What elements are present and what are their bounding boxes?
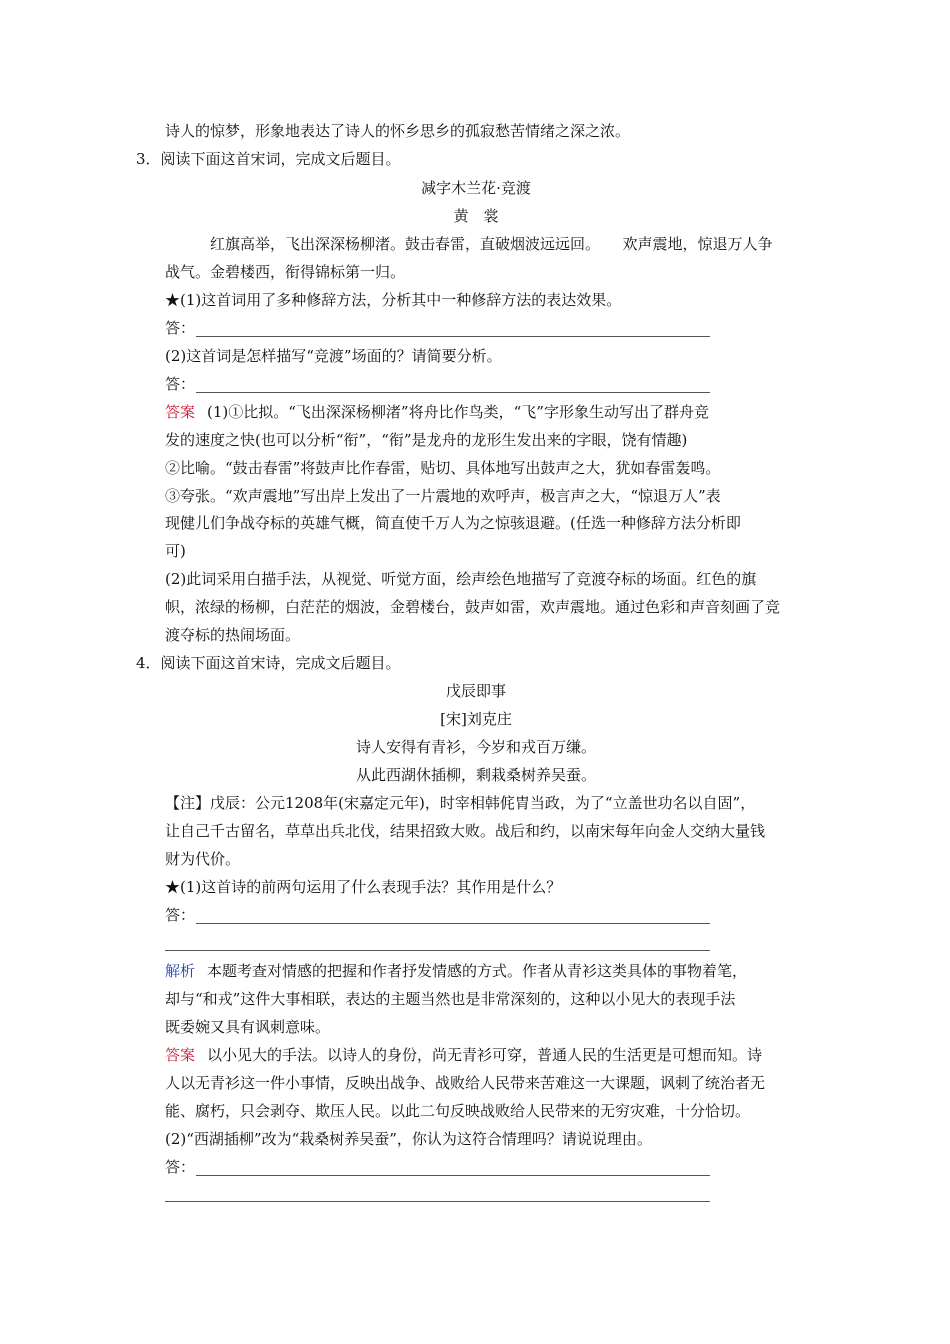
analysis-label: 解析	[165, 962, 196, 980]
q4-subquestion-1: ★(1)这首诗的前两句运用了什么表现手法？其作用是什么？	[165, 878, 562, 896]
q3-answer-line-2[interactable]	[196, 392, 710, 393]
q3-poem-line: 战气。金碧楼西，衔得锦标第一归。	[165, 263, 406, 281]
q3-poem-line: 红旗高举，飞出深深杨柳渚。鼓击春雷，直破烟波远远回。 欢声震地，惊退万人争	[210, 235, 773, 253]
q4-poem-line: 从此西湖休插柳，剩栽桑树养吴蚕。	[355, 766, 596, 784]
q4-poem-author: [宋]刘克庄	[440, 710, 512, 728]
q4-poem-line: 诗人安得有青衫，今岁和戎百万缣。	[355, 738, 596, 756]
q3-poem-title: 减字木兰花·竞渡	[421, 179, 531, 197]
q3-answer-text: ②比喻。“鼓击春雷”将鼓声比作春雷，贴切、具体地写出鼓声之大，犹如春雷轰鸣。	[165, 459, 721, 477]
q3-answer-text: 帜，浓绿的杨柳，白茫茫的烟波，金碧楼台，鼓声如雷，欢声震地。通过色彩和声音刻画了竞	[165, 598, 781, 616]
q4-answer-line-1b[interactable]	[165, 950, 710, 951]
q4-analysis-text: 却与“和戎”这件大事相联，表达的主题当然也是非常深刻的，这种以小见大的表现手法	[165, 990, 736, 1008]
q4-answer-line-2a[interactable]	[196, 1175, 710, 1176]
q4-stem: 4．阅读下面这首宋诗，完成文后题目。	[136, 654, 401, 672]
q3-subquestion-1: ★(1)这首词用了多种修辞方法，分析其中一种修辞方法的表达效果。	[165, 291, 622, 309]
q3-answer-block-line	[165, 401, 709, 423]
q3-answer-text: (2)此词采用白描手法，从视觉、听觉方面，绘声绘色地描写了竞渡夺标的场面。红色的旗	[165, 570, 757, 588]
q3-answer-prefix-2: 答：	[165, 375, 196, 393]
q4-note-text: 【注】戊辰：公元1208年(宋嘉定元年)，时宰相韩侂胄当政，为了“立盖世功名以自固”，	[165, 794, 756, 812]
q3-answer-text: 现健儿们争战夺标的英雄气概，简直使千万人为之惊骇退避。(任选一种修辞方法分析即	[165, 514, 741, 532]
q4-analysis-block-line	[165, 960, 747, 982]
q3-answer-text: 渡夺标的热闹场面。	[165, 626, 301, 644]
answer-label: 答案	[165, 403, 196, 421]
q3-answer-line-1[interactable]	[196, 336, 710, 337]
q3-subquestion-2: (2)这首词是怎样描写“竞渡”场面的？请简要分析。	[165, 347, 502, 365]
q3-answer-text: 可)	[165, 542, 186, 560]
q4-poem-title: 戊辰即事	[445, 682, 506, 700]
q4-answer-text: 人以无青衫这一件小事情，反映出战争、战败给人民带来苦难这一大课题，讽刺了统治者无	[165, 1074, 766, 1092]
q4-analysis-text: 既委婉又具有讽刺意味。	[165, 1018, 331, 1036]
q4-note-text: 让自己千古留名，草草出兵北伐，结果招致大败。战后和约，以南宋每年向金人交纳大量钱	[165, 822, 766, 840]
q4-subquestion-2: (2)“西湖插柳”改为“栽桑树养吴蚕”，你认为这符合情理吗？请说说理由。	[165, 1130, 652, 1148]
q4-analysis-text: 本题考查对情感的把握和作者抒发情感的方式。作者从青衫这类具体的事物着笔，	[207, 962, 748, 980]
q4-answer-text: 以小见大的手法。以诗人的身份，尚无青衫可穿，普通人民的生活更是可想而知。诗	[207, 1046, 763, 1064]
q4-answer-line-1a[interactable]	[196, 923, 710, 924]
q3-answer-prefix-1: 答：	[165, 319, 196, 337]
q4-note-text: 财为代价。	[165, 850, 241, 868]
q3-poem-author: 黄 裳	[453, 207, 499, 225]
q4-answer-line-2b[interactable]	[165, 1201, 710, 1202]
intro-tail-text: 诗人的惊梦，形象地表达了诗人的怀乡思乡的孤寂愁苦情绪之深之浓。	[165, 122, 631, 140]
q3-answer-text: ③夸张。“欢声震地”写出岸上发出了一片震地的欢呼声，极言声之大，“惊退万人”表	[165, 487, 721, 505]
q3-answer-text: 发的速度之快(也可以分析“衔”，“衔”是龙舟的龙形生发出来的字眼，饶有情趣)	[165, 431, 688, 449]
q3-stem: 3．阅读下面这首宋词，完成文后题目。	[136, 150, 401, 168]
q4-answer-block-line	[165, 1044, 762, 1066]
q4-answer-text: 能、腐朽，只会剥夺、欺压人民。以此二句反映战败给人民带来的无穷灾难，十分恰切。	[165, 1102, 751, 1120]
q3-answer-text: (1)①比拟。“飞出深深杨柳渚”将舟比作鸟类，“飞”字形象生动写出了群舟竞	[207, 403, 709, 421]
q4-answer-prefix-1: 答：	[165, 906, 196, 924]
answer-label: 答案	[165, 1046, 196, 1064]
q4-answer-prefix-2: 答：	[165, 1158, 196, 1176]
